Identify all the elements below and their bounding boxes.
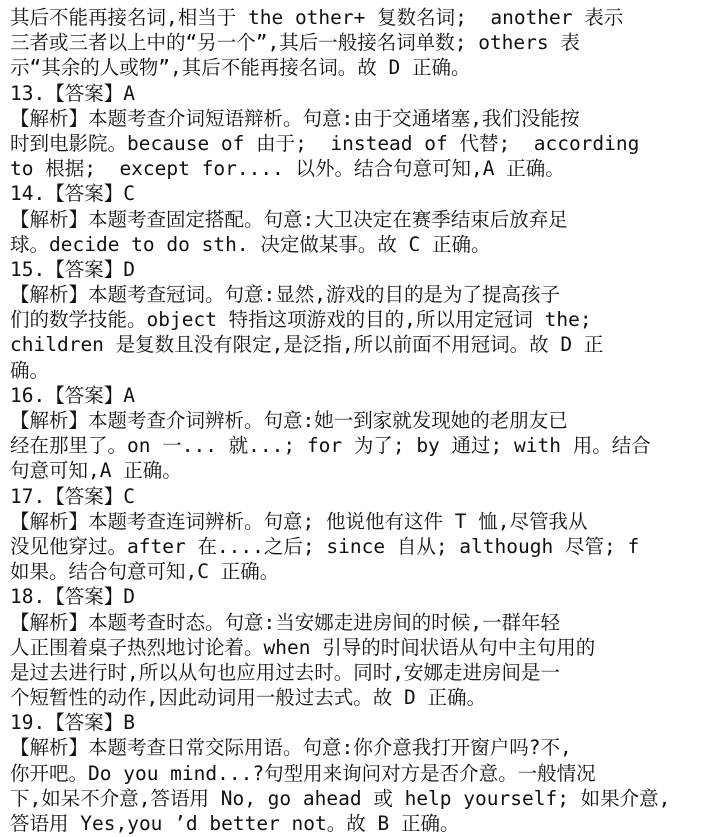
text-line: 经在那里了。on 一... 就...; for 为了; by 通过; with 用。结合 — [10, 434, 651, 458]
text-line: 【解析】本题考查连词辨析。句意; 他说他有这件 T 恤,尽管我从 — [10, 509, 588, 533]
text-line: 如果。结合句意可知,C 正确。 — [10, 560, 280, 584]
text-line: 句意可知,A 正确。 — [10, 459, 182, 483]
text-line: 【解析】本题考查时态。句意:当安娜走进房间的时候,一群年轻 — [10, 610, 560, 634]
text-line: to 根据; except for.... 以外。结合句意可知,A 正确。 — [10, 157, 565, 181]
text-line: 【解析】本题考查冠词。句意:显然,游戏的目的是为了提高孩子 — [10, 283, 560, 307]
text-line: 示“其余的人或物”,其后不能再接名词。故 D 正确。 — [10, 56, 471, 80]
text-line: 下,如呆不介意,答语用 No, go ahead 或 help yourself; 如果介意, — [10, 786, 671, 810]
answer-heading-14: 14.【答案】C — [10, 182, 135, 206]
text-line: 【解析】本题考查固定搭配。句意:大卫决定在赛季结束后放弃足 — [10, 207, 568, 231]
text-line: 【解析】本题考查介词短语辩析。句意:由于交通堵塞,我们没能按 — [10, 106, 580, 130]
text-line: 三者或三者以上中的“另一个”,其后一般接名词单数; others 表 — [10, 31, 580, 55]
answer-heading-13: 13.【答案】A — [10, 81, 135, 105]
text-line: 其后不能再接名词,相当于 the other+ 复数名词; another 表示 — [10, 6, 624, 29]
text-line: 是过去进行时,所以从句也应用过去时。同时,安娜走进房间是一 — [10, 660, 560, 684]
text-line: 答语用 Yes,you ’d better not。故 B 正确。 — [10, 812, 460, 835]
text-line: 时到电影院。because of 由于; instead of 代替; according — [10, 131, 640, 155]
answer-heading-15: 15.【答案】D — [10, 257, 135, 281]
text-line: 你开吧。Do you mind...?句型用来询问对方是否介意。一般情况 — [10, 761, 596, 785]
text-line: 们的数学技能。object 特指这项游戏的目的,所以用定冠词 the; — [10, 308, 592, 332]
answer-heading-16: 16.【答案】A — [10, 383, 135, 407]
text-line: 没见他穿过。after 在....之后; since 自从; although 尽管; f — [10, 534, 640, 558]
answer-heading-18: 18.【答案】D — [10, 585, 135, 609]
text-line: children 是复数且没有限定,是泛指,所以前面不用冠词。故 D 正 — [10, 333, 604, 357]
answer-heading-17: 17.【答案】C — [10, 484, 135, 508]
answer-explanation-document — [10, 5, 715, 836]
text-line: 人正围着桌子热烈地讨论着。when 引导的时间状语从句中主句用的 — [10, 635, 596, 659]
text-line: 【解析】本题考查日常交际用语。句意:你介意我打开窗户吗?不, — [10, 736, 572, 760]
text-line: 个短暂性的动作,因此动词用一般过去式。故 D 正确。 — [10, 686, 486, 710]
text-line: 球。decide to do sth. 决定做某事。故 C 正确。 — [10, 232, 491, 256]
text-line: 确。 — [10, 358, 50, 382]
text-line: 【解析】本题考查介词辨析。句意:她一到家就发现她的老朋友已 — [10, 409, 568, 432]
answer-heading-19: 19.【答案】B — [10, 711, 135, 735]
